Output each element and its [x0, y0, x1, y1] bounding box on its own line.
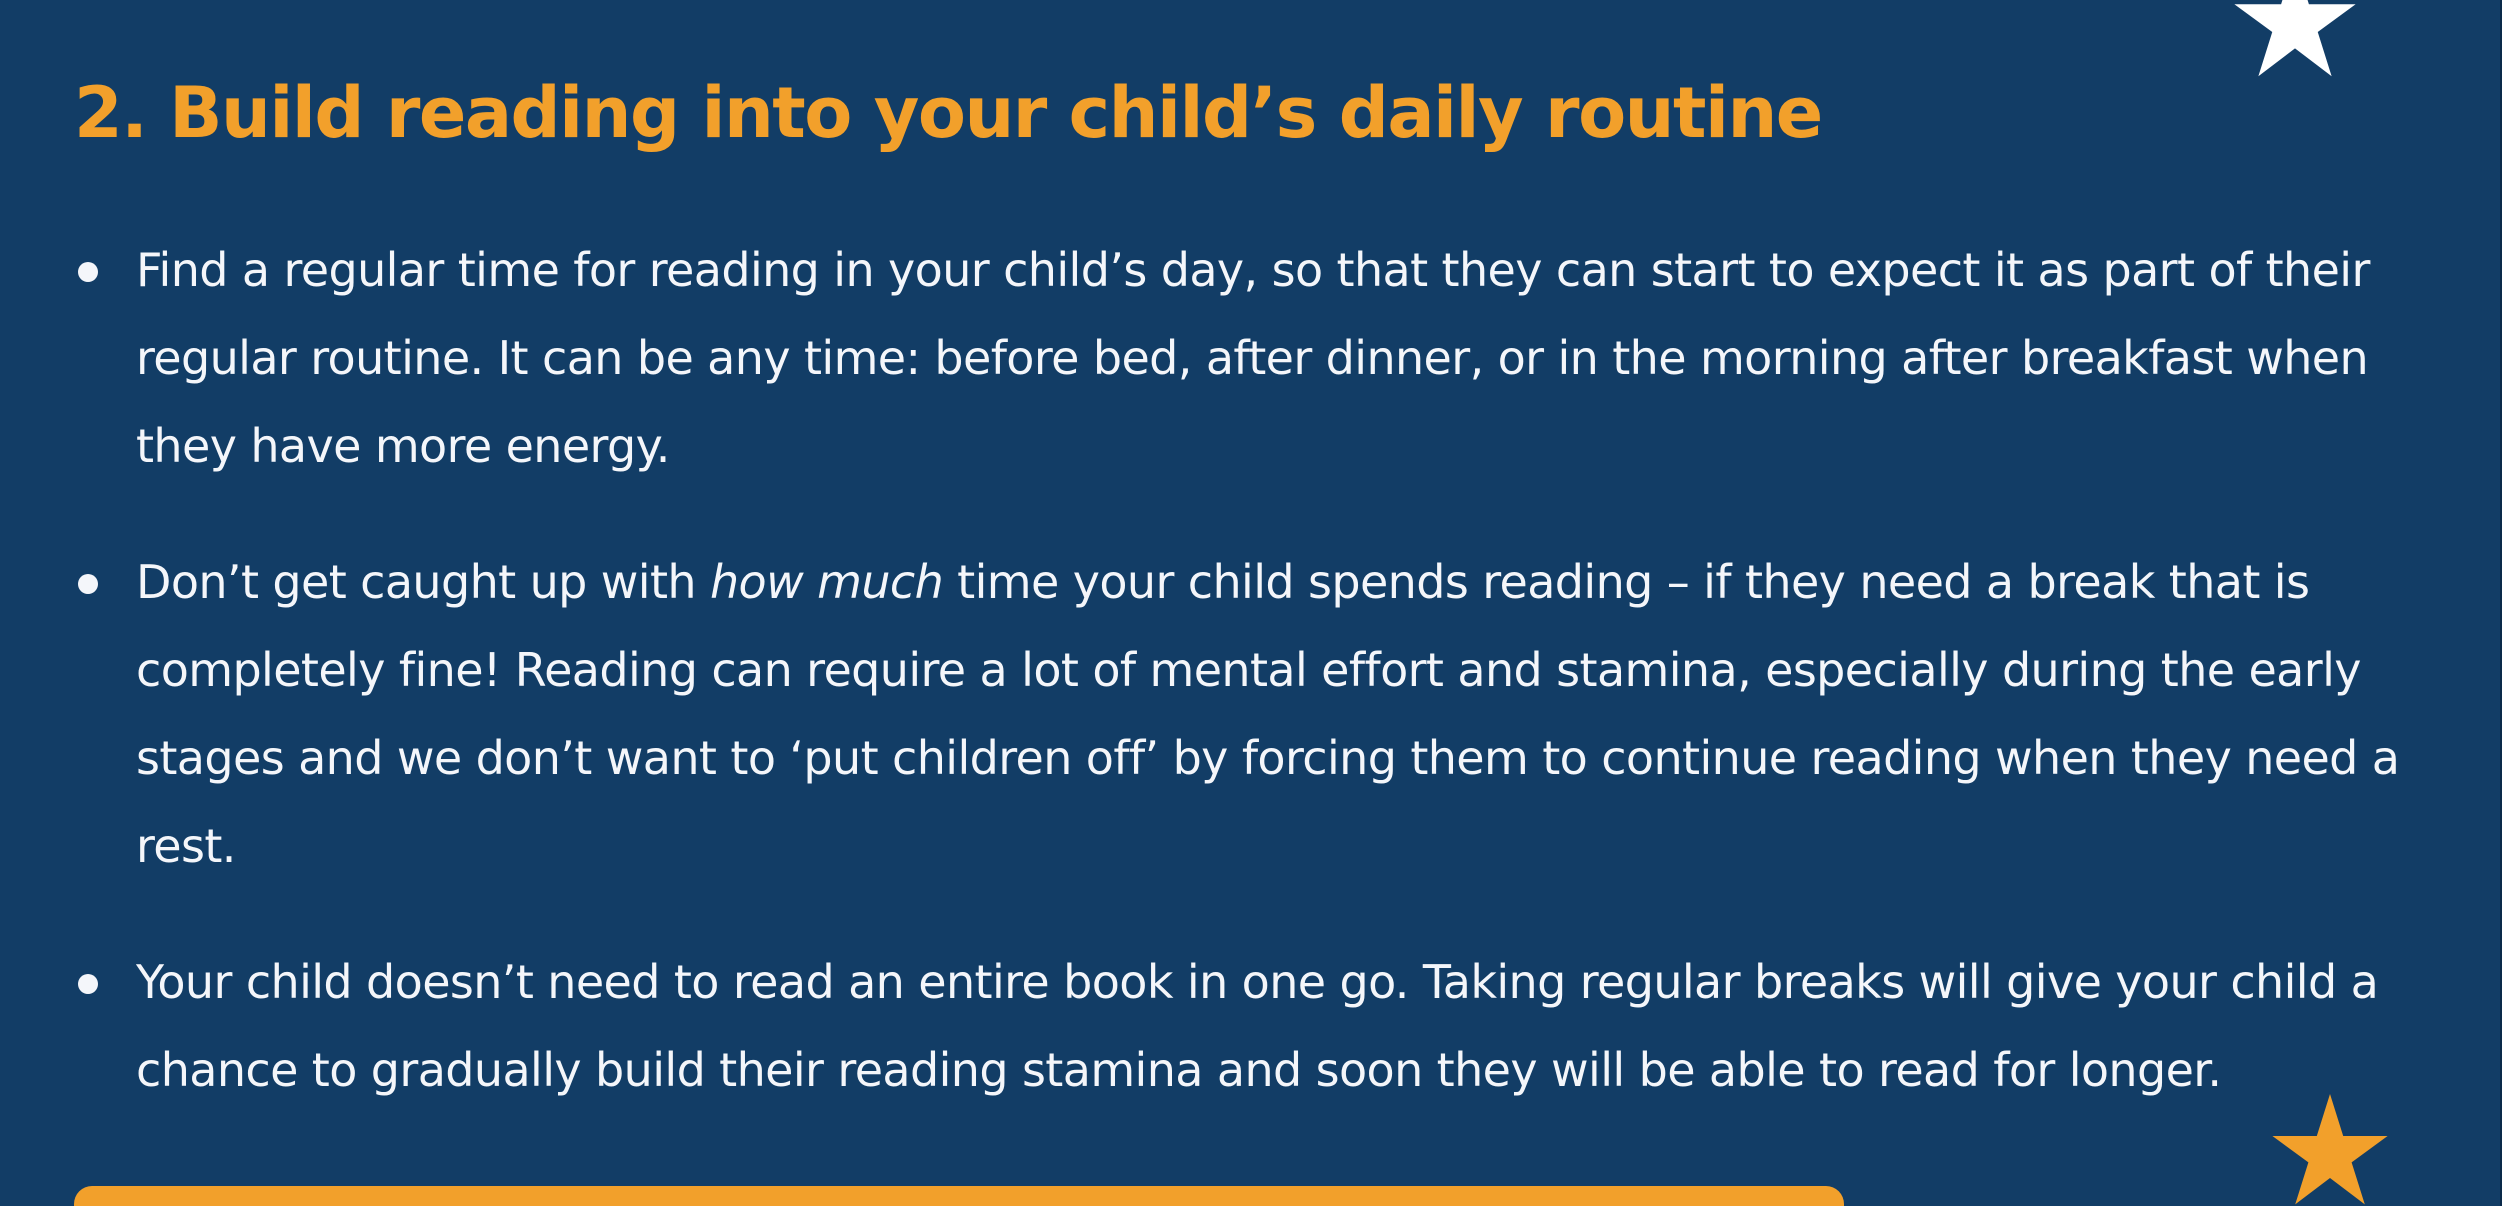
bullet-text: Your child doesn’t need to read an entire book in one go. Taking regular breaks will give your child a chance to gradually build their reading stamina and soon they will be able to read for longer. — [136, 955, 2379, 1097]
bullet-text: time your child spends reading – if they need a break that is completely fine! Reading can require a lot of mental effort and stamina, especially during the early stages and we don’t want to ‘put children off’ by forcing them to continue reading when they need a rest. — [136, 555, 2400, 873]
bullet-dot — [78, 262, 98, 282]
list-item — [0, 538, 2400, 890]
orange-star-icon — [2270, 1092, 2390, 1206]
bullet-dot — [78, 974, 98, 994]
bullet-text: Find a regular time for reading in your child’s day, so that they can start to expect it as part of their regular routine. It can be any time: before bed, after dinner, or in the morning after breakfast when they have more energy. — [136, 243, 2370, 473]
list-item — [0, 938, 2400, 1114]
list-item — [0, 226, 2400, 490]
bullet-dot — [78, 574, 98, 594]
tips-list — [0, 226, 2400, 1114]
next-section-heading-cropped — [74, 1186, 1844, 1206]
white-star-icon — [2220, 0, 2370, 80]
bullet-text: Don’t get caught up with — [136, 555, 710, 609]
section-heading: 2. Build reading into your child’s daily routine — [74, 72, 1822, 154]
bullet-emphasis: how much — [710, 555, 944, 609]
